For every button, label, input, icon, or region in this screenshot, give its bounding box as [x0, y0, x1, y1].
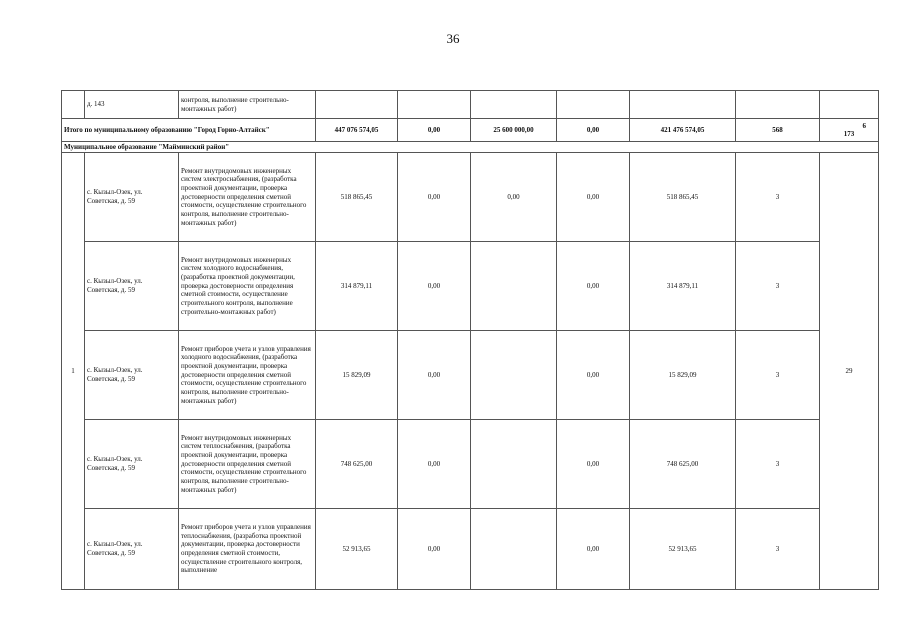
count-cell: 3: [736, 331, 820, 420]
work-cell: контроля, выполнение строительно-монтажных работ): [179, 91, 316, 119]
total-row-col4: 0,00: [557, 119, 630, 142]
group-right-value: 29: [820, 153, 879, 590]
col4-cell: 0,00: [557, 331, 630, 420]
count-cell: 3: [736, 153, 820, 242]
address-cell: с. Кызыл-Озек, ул. Советская, д. 59: [85, 242, 179, 331]
continuation-row: [62, 91, 879, 119]
col2-cell: 0,00: [398, 509, 471, 590]
col3-cell: [471, 242, 557, 331]
address-cell: с. Кызыл-Озек, ул. Советская, д. 59: [85, 153, 179, 242]
total-row-col3: 25 600 000,00: [471, 119, 557, 142]
count-cell: 3: [736, 509, 820, 590]
work-cell: Ремонт внутридомовых инженерных систем электроснабжения, (разработка проектной документации, проверка достоверности определения сметной стоимости, осуществление строительного контроля, выполнение строительно-монтажных работ): [179, 153, 316, 242]
total-row-last-bottom: 173: [843, 130, 855, 138]
col3-cell: [471, 420, 557, 509]
address-cell: д. 143: [85, 91, 179, 119]
total-row-last: [820, 119, 879, 142]
total-cell: 314 879,11: [316, 242, 398, 331]
total-row-label: Итого по муниципальному образованию "Город Горно-Алтайск": [62, 119, 316, 142]
col4-cell: 0,00: [557, 242, 630, 331]
col5-cell: 52 913,65: [630, 509, 736, 590]
works-table: [61, 90, 879, 590]
col4-cell: [557, 91, 630, 119]
address-cell: с. Кызыл-Озек, ул. Советская, д. 59: [85, 509, 179, 590]
col2-cell: 0,00: [398, 420, 471, 509]
group-number: 1: [62, 153, 85, 590]
work-cell: Ремонт приборов учета и узлов управления теплоснабжения, (разработка проектной документации, проверка достоверности определения сметной стоимости, осуществление строительного контроля, выполнение: [179, 509, 316, 590]
work-cell: Ремонт приборов учета и узлов управления холодного водоснабжения, (разработка проектной документации, проверка достоверности определения сметной стоимости, осуществление строительного контроля, выполнение строительно-монтажных работ): [179, 331, 316, 420]
section-row: [62, 142, 879, 153]
col2-cell: [398, 91, 471, 119]
total-cell: 15 829,09: [316, 331, 398, 420]
count-cell: [736, 91, 820, 119]
address-cell: с. Кызыл-Озек, ул. Советская, д. 59: [85, 420, 179, 509]
col3-cell: [471, 91, 557, 119]
col2-cell: 0,00: [398, 331, 471, 420]
col5-cell: 314 879,11: [630, 242, 736, 331]
section-title: Муниципальное образование "Майминский район": [62, 142, 879, 153]
row-number-cell: [62, 91, 85, 119]
total-row: [62, 119, 879, 142]
col4-cell: 0,00: [557, 509, 630, 590]
col2-cell: 0,00: [398, 153, 471, 242]
col2-cell: 0,00: [398, 242, 471, 331]
col5-cell: 15 829,09: [630, 331, 736, 420]
count-cell: 3: [736, 242, 820, 331]
total-row-cost: 447 076 574,05: [316, 119, 398, 142]
total-cell: 518 865,45: [316, 153, 398, 242]
work-cell: Ремонт внутридомовых инженерных систем холодного водоснабжения, (разработка проектной документации, проверка достоверности определения сметной стоимости, осуществление строительного контроля, выполнение строительно-монтажных работ): [179, 242, 316, 331]
table-row: [62, 509, 879, 590]
total-cell: 748 625,00: [316, 420, 398, 509]
col5-cell: 518 865,45: [630, 153, 736, 242]
total-cell: 52 913,65: [316, 509, 398, 590]
table-row: [62, 331, 879, 420]
last-cell: [820, 91, 879, 119]
work-cell: Ремонт внутридомовых инженерных систем теплоснабжения, (разработка проектной документации, проверка достоверности определения сметной стоимости, осуществление строительного контроля, выполнение строительно-монтажных работ): [179, 420, 316, 509]
col4-cell: 0,00: [557, 420, 630, 509]
count-cell: 3: [736, 420, 820, 509]
total-cell: [316, 91, 398, 119]
total-row-last-top: 6: [862, 122, 866, 130]
table-row: [62, 153, 879, 242]
col3-cell: [471, 509, 557, 590]
col4-cell: 0,00: [557, 153, 630, 242]
col3-cell: 0,00: [471, 153, 557, 242]
table-row: [62, 420, 879, 509]
col5-cell: 748 625,00: [630, 420, 736, 509]
table-row: [62, 242, 879, 331]
total-row-col5: 421 476 574,05: [630, 119, 736, 142]
address-cell: с. Кызыл-Озек, ул. Советская, д. 59: [85, 331, 179, 420]
page-number: 36: [446, 31, 460, 46]
total-row-count: 568: [736, 119, 820, 142]
total-row-col2: 0,00: [398, 119, 471, 142]
col5-cell: [630, 91, 736, 119]
col3-cell: [471, 331, 557, 420]
